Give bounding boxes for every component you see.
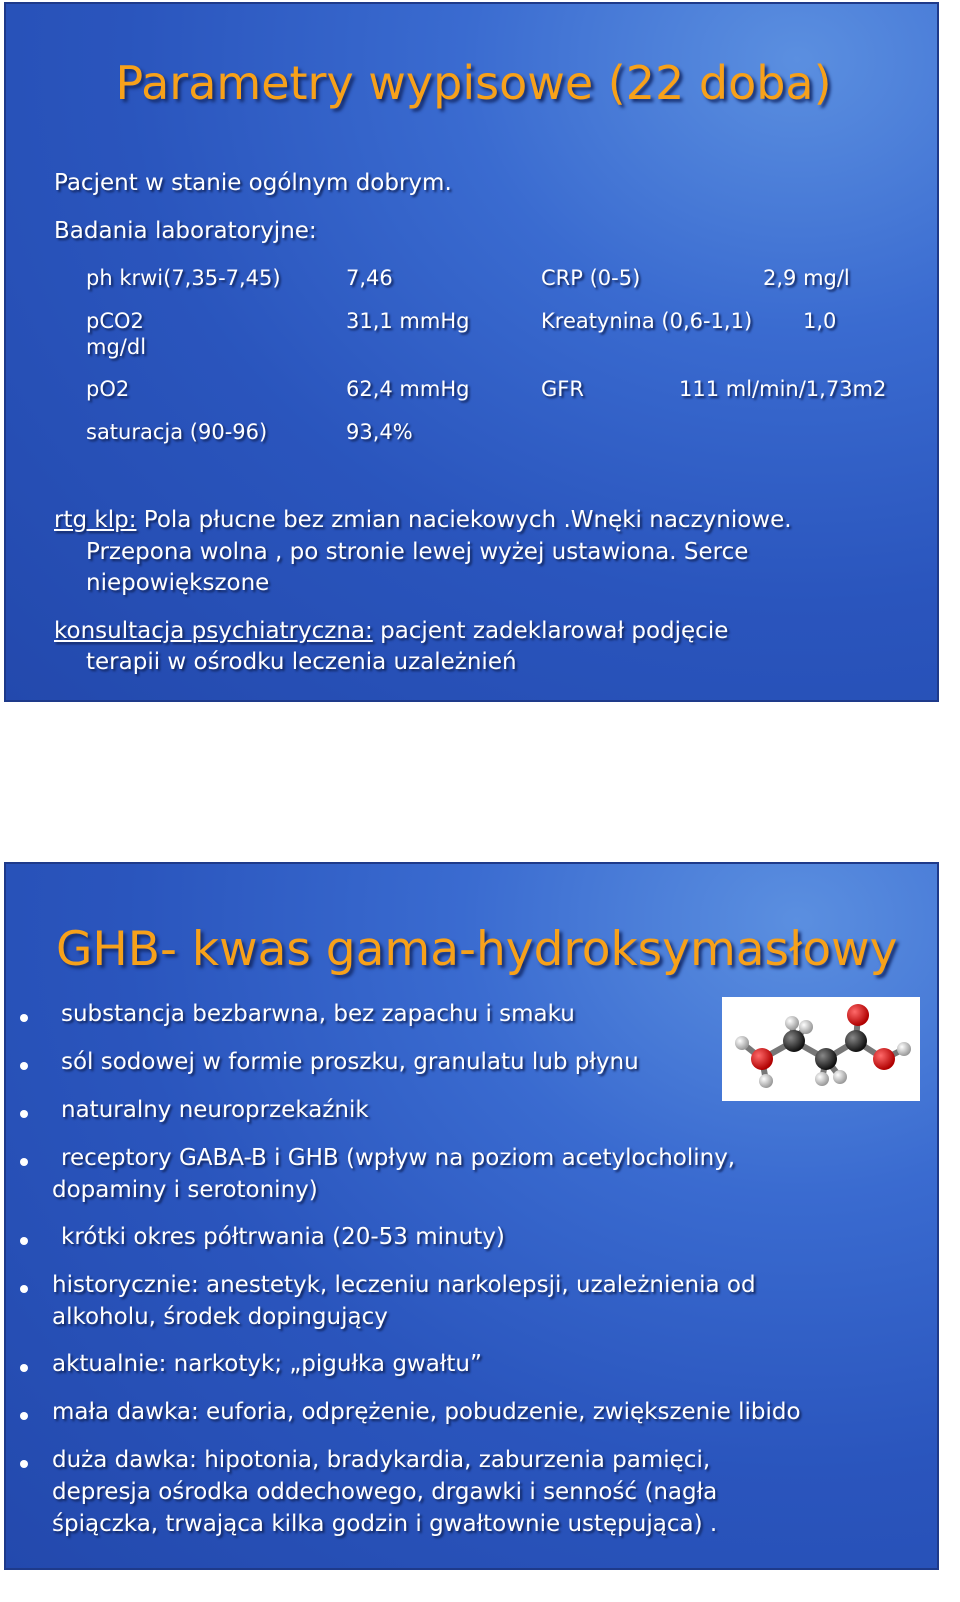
slide1-title: Parametry wypisowe (22 doba) (115, 56, 832, 110)
bullet-dot (20, 1237, 28, 1245)
lab-value-kreatynina: 1,0 (803, 309, 837, 333)
bullet-line: dopaminy i serotoniny) (52, 1177, 318, 1203)
rtg-label: rtg klp: (54, 507, 137, 533)
slide2-title: GHB- kwas gama-hydroksymasłowy (56, 922, 898, 977)
bullet-dot (20, 1158, 28, 1166)
bullet-line: mała dawka: euforia, odprężenie, pobudzenie, zwiększenie libido (52, 1399, 801, 1425)
bullet-line: alkoholu, środek dopingujący (52, 1304, 388, 1330)
bullet-dot (20, 1364, 28, 1372)
rtg-line-2: Przepona wolna , po stronie lewej wyżej ustawiona. Serce (86, 539, 749, 565)
bullet-dot (20, 1412, 28, 1420)
rtg-line-3: niepowiększone (86, 570, 270, 596)
lab-unit-kreatynina: mg/dl (86, 335, 147, 359)
slide-ghb (4, 862, 939, 1570)
konsultacja-line-1 (54, 618, 728, 644)
lab-value-gfr: 111 ml/min/1,73m2 (679, 377, 887, 401)
konsultacja-label: konsultacja psychiatryczna: (54, 618, 373, 644)
lab-name-kreatynina: Kreatynina (0,6-1,1) (541, 309, 753, 333)
lab-heading: Badania laboratoryjne: (54, 218, 317, 244)
lab-name-crp: CRP (0-5) (541, 266, 641, 290)
lab-value-saturacja: 93,4% (346, 420, 413, 444)
bullet-line: aktualnie: narkotyk; „pigułka gwałtu” (52, 1351, 482, 1377)
lab-value-po2: 62,4 mmHg (346, 377, 470, 401)
bullet-dot (20, 1285, 28, 1293)
molecule-model-icon (722, 997, 920, 1101)
bullet-line: śpiączka, trwająca kilka godzin i gwałtownie ustępująca) . (52, 1511, 718, 1537)
bullet-dot (20, 1460, 28, 1468)
lab-name-saturacja: saturacja (90-96) (86, 420, 268, 444)
konsultacja-text-1: pacjent zadeklarował podjęcie (372, 618, 729, 644)
lab-value-crp: 2,9 mg/l (763, 266, 850, 290)
bullet-line: krótki okres półtrwania (20-53 minuty) (61, 1224, 505, 1250)
bullet-line: naturalny neuroprzekaźnik (61, 1097, 369, 1123)
bullet-dot (20, 1062, 28, 1070)
bullet-line: substancja bezbarwna, bez zapachu i smaku (61, 1001, 575, 1027)
slide-parametry-wypisowe (4, 2, 939, 702)
bullet-line: depresja ośrodka oddechowego, drgawki i senność (nagła (52, 1479, 718, 1505)
bullet-line: historycznie: anestetyk, leczeniu narkolepsji, uzależnienia od (52, 1272, 756, 1298)
lab-value-ph: 7,46 (346, 266, 393, 290)
rtg-line-1 (54, 507, 792, 533)
lab-name-pco2: pCO2 (86, 309, 144, 333)
bullet-line: sól sodowej w formie proszku, granulatu lub płynu (61, 1049, 639, 1075)
ghb-molecule-image (722, 997, 920, 1101)
bullet-line: duża dawka: hipotonia, bradykardia, zaburzenia pamięci, (52, 1447, 711, 1473)
rtg-text-1: Pola płucne bez zmian naciekowych .Wnęki naczyniowe. (136, 507, 792, 533)
lab-name-po2: pO2 (86, 377, 130, 401)
lab-value-pco2: 31,1 mmHg (346, 309, 470, 333)
bullet-dot (20, 1110, 28, 1118)
konsultacja-line-2: terapii w ośrodku leczenia uzależnień (86, 649, 517, 675)
lab-name-ph: ph krwi(7,35-7,45) (86, 266, 281, 290)
patient-state-text: Pacjent w stanie ogólnym dobrym. (54, 170, 452, 196)
lab-name-gfr: GFR (541, 377, 584, 401)
bullet-dot (20, 1014, 28, 1022)
bullet-line: receptory GABA-B i GHB (wpływ na poziom acetylocholiny, (61, 1145, 736, 1171)
